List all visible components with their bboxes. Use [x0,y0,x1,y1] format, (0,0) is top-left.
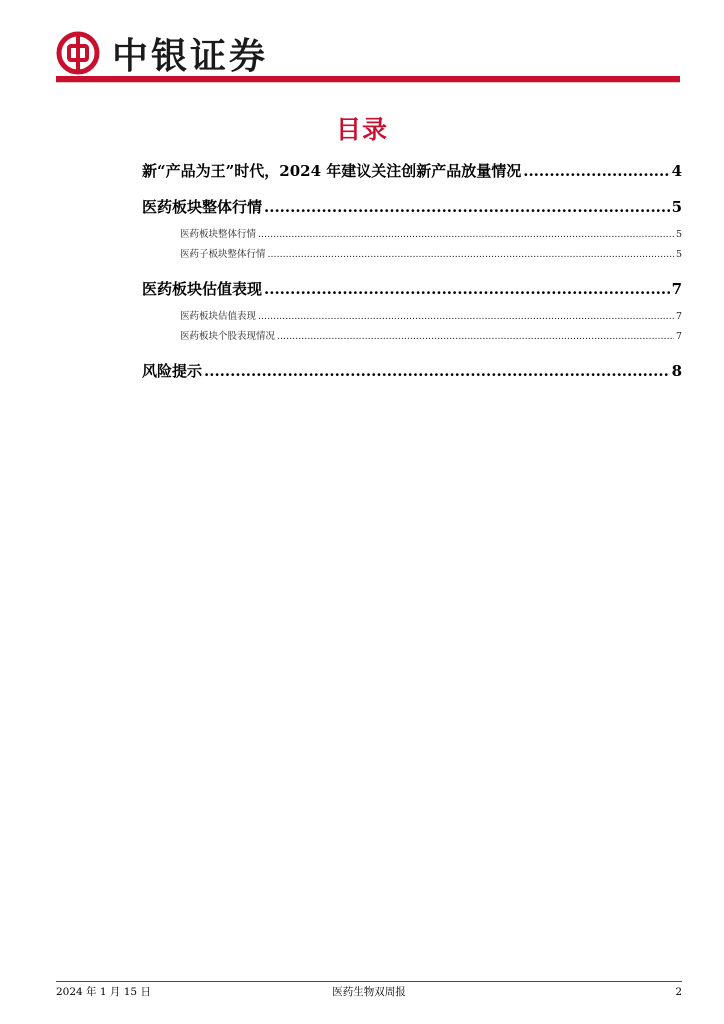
toc-subentry-label: 医药板块个股表现情况 [180,331,276,342]
toc-subentry-page: 7 [675,331,682,342]
footer-date: 2024 年 1 月 15 日 [56,986,151,998]
toc-entry[interactable] [142,360,682,382]
footer-page-number: 2 [675,986,682,998]
toc-leader-dots [258,228,674,242]
toc-leader-dots [264,196,670,218]
footer-divider [56,981,682,982]
toc-subentry[interactable] [142,330,682,344]
toc-entry-page: 7 [671,280,682,298]
toc-entry[interactable] [142,196,682,218]
toc-entry-label: 医药板块整体行情 [142,198,263,216]
toc-entry[interactable] [142,160,682,182]
toc-subentry[interactable] [142,310,682,324]
toc-leader-dots [268,248,674,262]
footer-report-name: 医药生物双周报 [332,986,406,998]
toc-leader-dots [204,360,670,382]
toc-entry[interactable] [142,278,682,300]
toc-subentry-label: 医药板块整体行情 [180,229,257,240]
toc-leader-dots [523,160,669,182]
toc-subentry-page: 5 [675,229,682,240]
toc-subentry[interactable] [142,248,682,262]
toc-leader-dots [264,278,670,300]
brand-name: 中银证券 [112,35,269,77]
toc-leader-dots [258,310,674,324]
toc-subentry-page: 5 [675,249,682,260]
table-of-contents [142,160,682,382]
toc-subentry[interactable] [142,228,682,242]
toc-entry-label: 风险提示 [142,362,203,380]
toc-subentry-page: 7 [675,311,682,322]
toc-subentry-label: 医药子板块整体行情 [180,249,266,260]
header-divider-shadow [56,82,680,83]
toc-entry-label: 医药板块估值表现 [142,280,263,298]
toc-subentry-label: 医药板块估值表现 [180,311,257,322]
bank-of-china-logo-icon [56,31,100,75]
toc-leader-dots [277,330,674,344]
toc-entry-page: 8 [671,362,682,380]
page-header [56,28,268,78]
toc-title: 目录 [335,115,388,144]
toc-entry-page: 4 [671,162,682,180]
toc-entry-label: 新“产品为王”时代，2024 年建议关注创新产品放量情况 [142,162,522,180]
toc-entry-page: 5 [671,198,682,216]
